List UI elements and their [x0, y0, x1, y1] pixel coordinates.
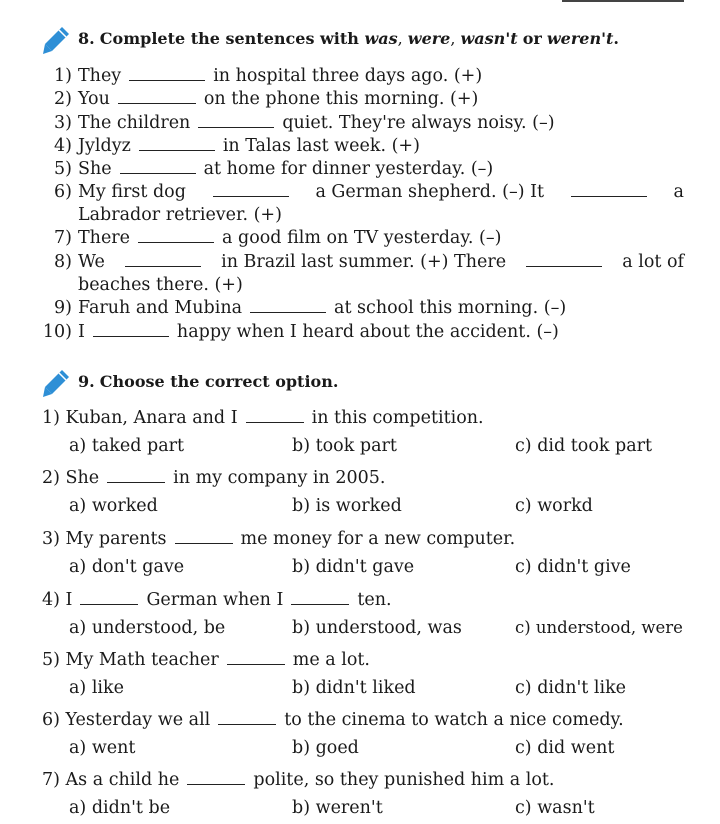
answer-blank[interactable] — [93, 322, 169, 337]
option-c[interactable]: c) did took part — [515, 436, 653, 456]
answer-blank[interactable] — [80, 590, 138, 605]
option-a[interactable]: a) taked part — [69, 436, 185, 456]
option-c[interactable]: c) didn't give — [515, 557, 631, 577]
option-c[interactable]: c) understood, were — [515, 618, 683, 637]
answer-blank[interactable] — [118, 89, 196, 104]
ex8-item-6-line1: My first dog a German shepherd. (–) It a — [78, 182, 684, 202]
option-b[interactable]: b) weren't — [292, 798, 383, 818]
exercise-8-title: 8. Complete the sentences with was, were, wasn't or weren't. — [78, 29, 619, 48]
answer-blank[interactable] — [107, 468, 165, 483]
option-a[interactable]: a) understood, be — [69, 618, 226, 638]
option-b[interactable]: b) didn't liked — [292, 678, 416, 698]
answer-blank[interactable] — [138, 228, 214, 243]
answer-blank[interactable] — [187, 770, 245, 785]
ex9-question-7: 7) As a child he polite, so they punished him a lot. — [42, 770, 555, 790]
option-c[interactable]: c) didn't like — [515, 678, 627, 698]
ex9-question-6: 6) Yesterday we all to the cinema to watch a nice comedy. — [42, 710, 624, 730]
pencil-icon — [40, 367, 72, 399]
option-c[interactable]: c) workd — [515, 496, 593, 516]
option-a[interactable]: a) don't gave — [69, 557, 185, 577]
answer-blank[interactable] — [250, 298, 326, 313]
answer-blank[interactable] — [125, 252, 201, 267]
option-a[interactable]: a) like — [69, 678, 124, 698]
answer-blank[interactable] — [571, 182, 647, 197]
ex9-question-1: 1) Kuban, Anara and I in this competition. — [42, 408, 484, 428]
option-b[interactable]: b) is worked — [292, 496, 402, 516]
answer-blank[interactable] — [218, 710, 276, 725]
ex8-item-8-line2: beaches there. (+) — [78, 275, 243, 295]
ex8-item-6-line2: Labrador retriever. (+) — [78, 205, 282, 225]
option-c[interactable]: c) did went — [515, 738, 615, 758]
answer-blank[interactable] — [129, 66, 205, 81]
ex9-question-5: 5) My Math teacher me a lot. — [42, 650, 370, 670]
option-b[interactable]: b) didn't gave — [292, 557, 415, 577]
option-b[interactable]: b) took part — [292, 436, 397, 456]
option-b[interactable]: b) understood, was — [292, 618, 462, 638]
answer-blank[interactable] — [139, 136, 215, 151]
option-c[interactable]: c) wasn't — [515, 798, 595, 818]
ex9-question-2: 2) She in my company in 2005. — [42, 468, 386, 488]
answer-blank[interactable] — [213, 182, 289, 197]
answer-blank[interactable] — [526, 252, 602, 267]
option-a[interactable]: a) worked — [69, 496, 158, 516]
answer-blank[interactable] — [175, 529, 233, 544]
option-a[interactable]: a) went — [69, 738, 136, 758]
pencil-icon — [40, 24, 72, 56]
option-b[interactable]: b) goed — [292, 738, 359, 758]
exercise-9-title: 9. Choose the correct option. — [78, 372, 339, 391]
answer-blank[interactable] — [291, 590, 349, 605]
option-a[interactable]: a) didn't be — [69, 798, 171, 818]
answer-blank[interactable] — [198, 113, 274, 128]
ex8-item-8-line1: We in Brazil last summer. (+) There a lot of — [78, 252, 684, 272]
top-rule — [562, 0, 684, 2]
answer-blank[interactable] — [246, 408, 304, 423]
answer-blank[interactable] — [120, 159, 196, 174]
ex9-question-4: 4) I German when I ten. — [42, 590, 392, 610]
answer-blank[interactable] — [227, 650, 285, 665]
ex9-question-3: 3) My parents me money for a new computer. — [42, 529, 516, 549]
